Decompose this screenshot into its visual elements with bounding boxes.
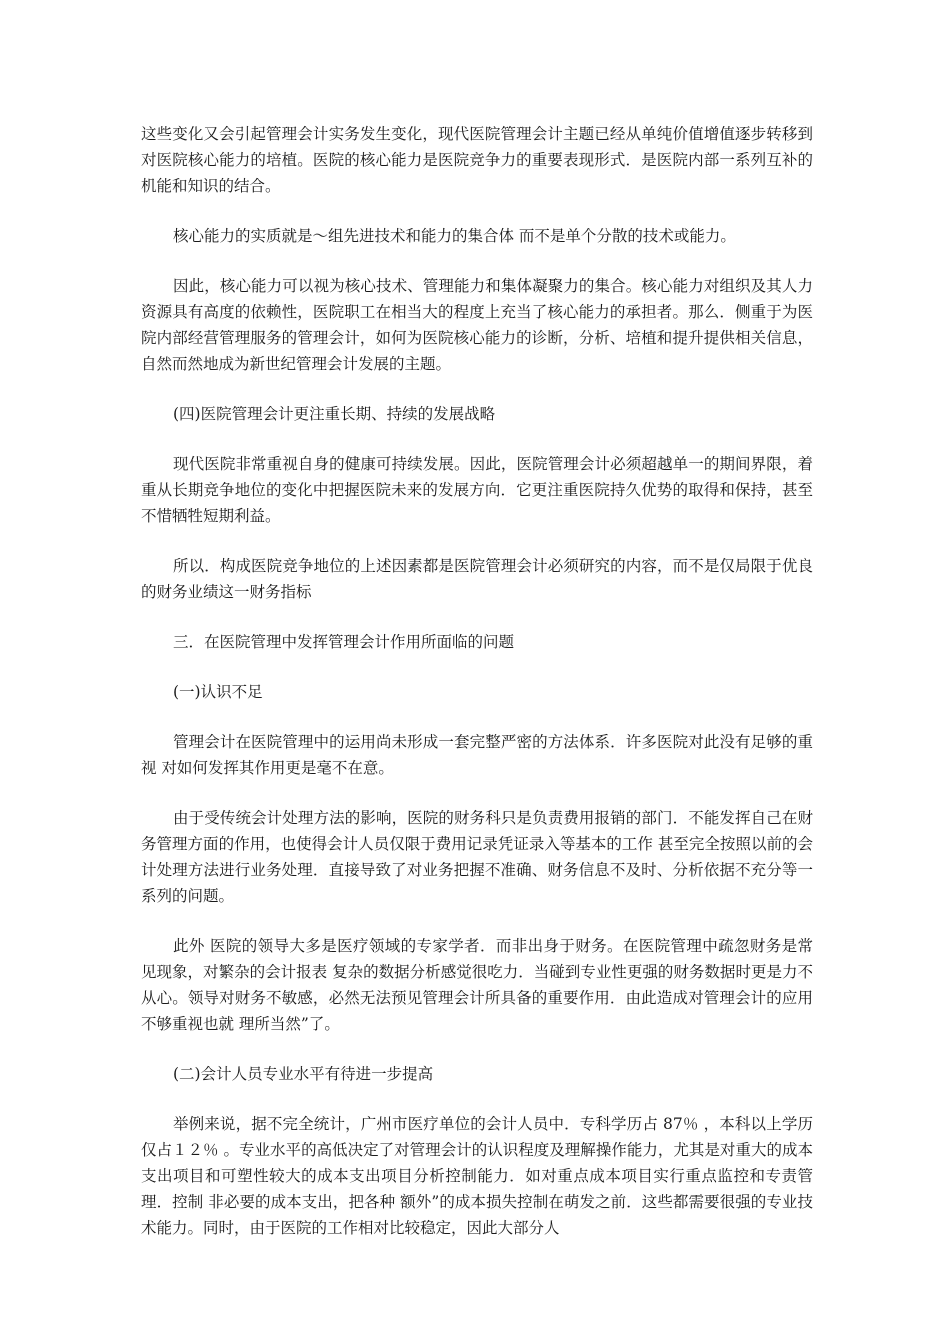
paragraph-core-ability: 核心能力的实质就是～组先进技术和能力的集合体 而不是单个分散的技术或能力。 xyxy=(173,227,736,245)
section-heading-4: (四)医院管理会计更注重长期、持续的发展战略 xyxy=(173,405,496,423)
paragraph-professional-level: 举例来说，据不完全统计，广州市医疗单位的会计人员中．专科学历占 87％ ，本科以上学历仅占１２％ 。专业水平的高低决定了对管理会计的认识程度及理解操作能力，尤其是对重大的成本支出项目和可塑性较大的成本支出项目分析控制能力．如对重点成本项目实行重点监控和专责管理．控制 非必要的成本支出，把各种 额外”的成本损失控制在萌发之前．这些都需要很强的专业技术能力。同时，由于医院的工作相对比较稳定，因此大部分人 xyxy=(141,1115,813,1237)
paragraph-core-ability-detail: 因此，核心能力可以视为核心技术、管理能力和集体凝聚力的集合。核心能力对组织及其人力资源具有高度的依赖性，医院职工在相当大的程度上充当了核心能力的承担者。那么．侧重于为医院内部经营管理服务的管理会计，如何为医院核心能力的诊断，分析、培植和提升提供相关信息，自然而然地成为新世纪管理会计发展的主题。 xyxy=(141,277,813,373)
paragraph-traditional-accounting: 由于受传统会计处理方法的影响，医院的财务科只是负责费用报销的部门．不能发挥自己在财务管理方面的作用，也使得会计人员仅限于费用记录凭证录入等基本的工作 甚至完全按照以前的会计处理方法进行业务处理．直接导致了对业务把握不准确、财务信息不及时、分析依据不充分等一系列的问题。 xyxy=(141,809,813,905)
section-heading-1: (一)认识不足 xyxy=(173,683,263,701)
section-heading-2: (二)会计人员专业水平有待进一步提高 xyxy=(173,1065,434,1083)
document-body xyxy=(141,121,813,1265)
paragraph-competitive-position: 所以．构成医院竞争地位的上述因素都是医院管理会计必须研究的内容，而不是仅局限于优良的财务业绩这一财务指标 xyxy=(141,557,813,601)
paragraph-insufficient-awareness: 管理会计在医院管理中的运用尚未形成一套完整严密的方法体系．许多医院对此没有足够的重视 对如何发挥其作用更是毫不在意。 xyxy=(141,733,813,777)
chapter-heading-3: 三．在医院管理中发挥管理会计作用所面临的问题 xyxy=(173,633,515,651)
paragraph-leadership: 此外 医院的领导大多是医疗领域的专家学者．而非出身于财务。在医院管理中疏忽财务是常见现象，对繁杂的会计报表 复杂的数据分析感觉很吃力．当碰到专业性更强的财务数据时更是力不从心。领导对财务不敏感，必然无法预见管理会计所具备的重要作用．由此造成对管理会计的应用不够重视也就 理所当然”了。 xyxy=(141,937,813,1033)
paragraph-sustainable-development: 现代医院非常重视自身的健康可持续发展。因此，医院管理会计必须超越单一的期间界限，着重从长期竞争地位的变化中把握医院未来的发展方向．它更注重医院持久优势的取得和保持，甚至不惜牺牲短期利益。 xyxy=(141,455,813,525)
paragraph-intro-continuation: 这些变化又会引起管理会计实务发生变化，现代医院管理会计主题已经从单纯价值增值逐步转移到对医院核心能力的培植。医院的核心能力是医院竞争力的重要表现形式．是医院内部一系列互补的机能和知识的结合。 xyxy=(141,125,813,195)
